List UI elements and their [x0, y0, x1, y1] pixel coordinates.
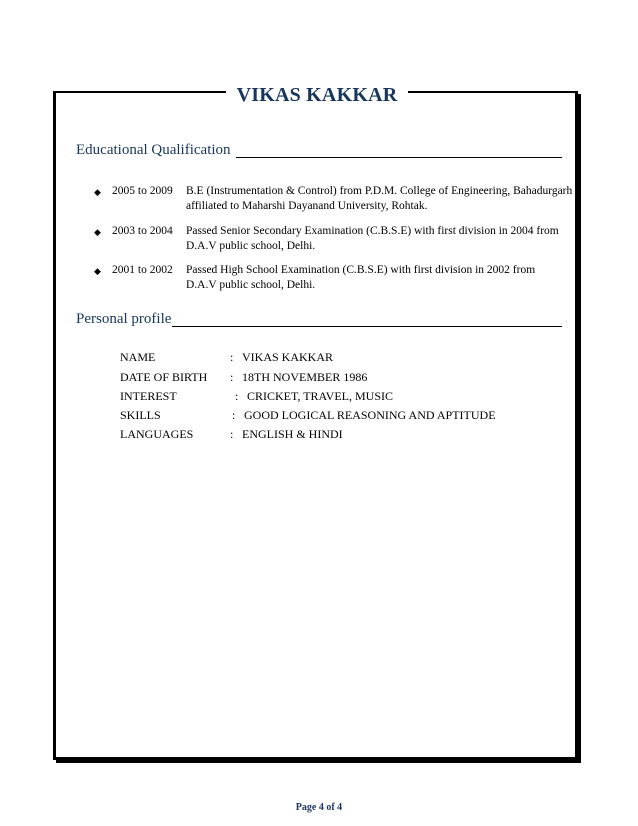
education-line: D.A.V public school, Delhi.: [186, 240, 316, 252]
education-description: [186, 224, 566, 254]
education-line: Passed High School Examination (C.B.S.E) with first division in 2002 from: [186, 264, 536, 276]
profile-row: [120, 389, 540, 405]
profile-value: ENGLISH & HINDI: [242, 427, 343, 441]
profile-label: INTEREST: [120, 389, 177, 403]
profile-label: DATE OF BIRTH: [120, 370, 208, 384]
education-description: [186, 184, 573, 214]
profile-heading-rule: [172, 326, 562, 327]
page-number: Page 4 of 4: [295, 802, 343, 813]
education-years: 2005 to 2009: [112, 185, 173, 197]
education-line: B.E (Instrumentation & Control) from P.D.M. College of Engineering, Bahadurgarh: [186, 185, 573, 197]
diamond-bullet-icon: ◆: [94, 266, 101, 276]
profile-colon: :: [230, 427, 234, 441]
profile-row: [120, 370, 540, 386]
profile-colon: :: [232, 408, 236, 422]
education-heading: Educational Qualification: [76, 142, 231, 158]
profile-row: [120, 408, 540, 424]
profile-label: LANGUAGES: [120, 427, 194, 441]
diamond-bullet-icon: ◆: [94, 227, 101, 237]
education-description: [186, 263, 566, 293]
profile-value: GOOD LOGICAL REASONING AND APTITUDE: [244, 408, 496, 422]
diamond-bullet-icon: ◆: [94, 187, 101, 197]
education-years: 2003 to 2004: [112, 225, 173, 237]
profile-value: 18TH NOVEMBER 1986: [242, 370, 368, 384]
profile-row: [120, 350, 540, 366]
education-line: D.A.V public school, Delhi.: [186, 279, 316, 291]
profile-heading: Personal profile: [76, 311, 172, 327]
profile-value: CRICKET, TRAVEL, MUSIC: [247, 389, 394, 403]
frame-shadow-bottom: [56, 760, 581, 763]
education-years: 2001 to 2002: [112, 264, 173, 276]
profile-label: NAME: [120, 350, 156, 364]
profile-colon: :: [230, 370, 234, 384]
education-heading-rule: [236, 157, 562, 158]
education-line: Passed Senior Secondary Examination (C.B.S.E) with first division in 2004 from: [186, 225, 559, 237]
profile-row: [120, 427, 540, 443]
resume-title: VIKAS KAKKAR: [236, 84, 398, 106]
profile-colon: :: [235, 389, 239, 403]
profile-value: VIKAS KAKKAR: [242, 350, 334, 364]
profile-colon: :: [230, 350, 234, 364]
profile-label: SKILLS: [120, 408, 161, 422]
frame-shadow-right: [578, 94, 581, 763]
education-line: affiliated to Maharshi Dayanand University, Rohtak.: [186, 200, 428, 212]
